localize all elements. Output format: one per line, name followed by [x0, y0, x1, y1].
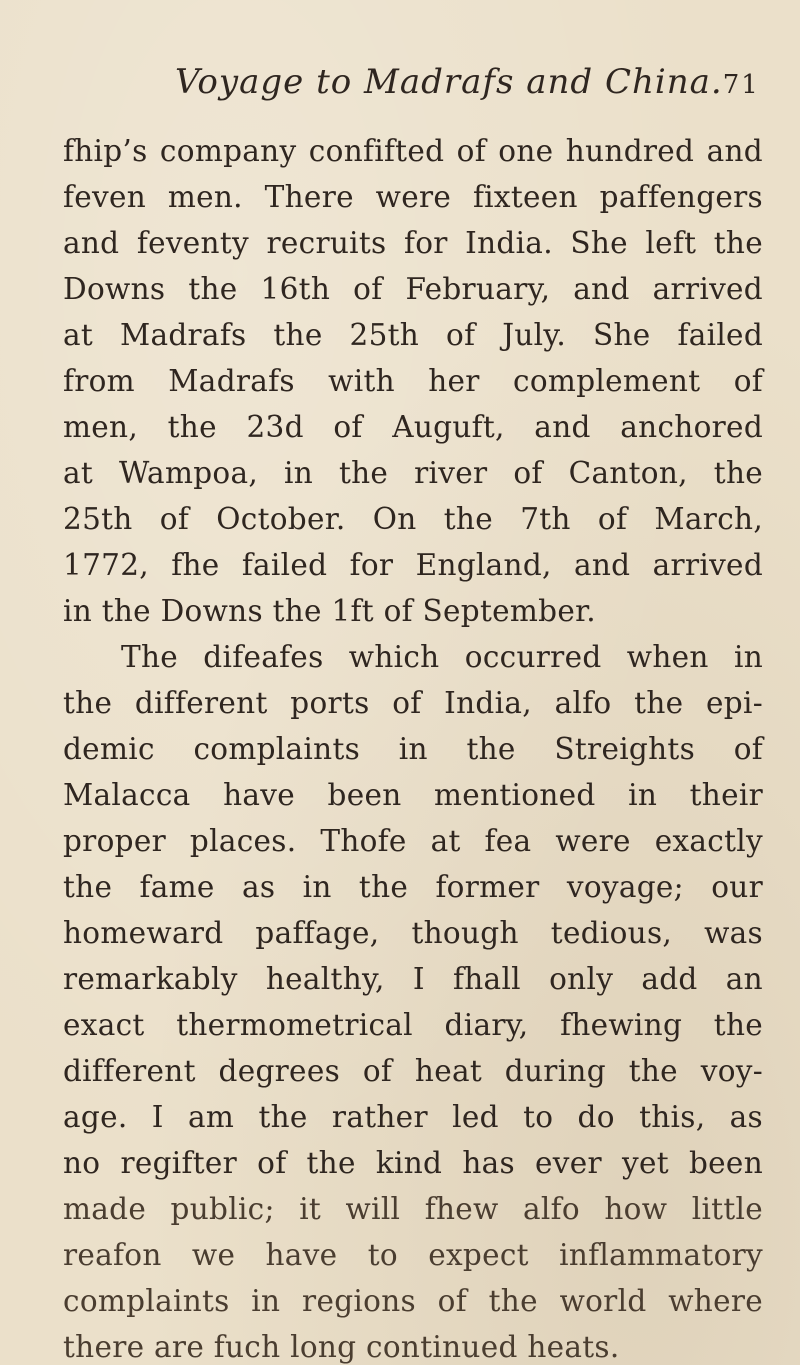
text-line: at Wampoa, in the river of Canton, the — [63, 456, 763, 490]
text-line: demic complaints in the Streights of — [63, 732, 763, 766]
text-line: complaints in regions of the world where — [63, 1284, 763, 1318]
text-line: different degrees of heat during the voy- — [63, 1054, 763, 1088]
paragraph-end-line: there are fuch long continued heats. — [63, 1330, 620, 1364]
text-line: and feventy recruits for India. She left the — [63, 226, 763, 260]
page-number: 71 — [722, 70, 760, 100]
paragraph-start-line: The difeafes which occurred when in — [121, 640, 763, 674]
text-line: exact thermometrical diary, fhewing the — [63, 1008, 763, 1042]
text-line: the different ports of India, alfo the epi- — [63, 686, 763, 720]
text-line: the fame as in the former voyage; our — [63, 870, 763, 904]
text-line: from Madrafs with her complement of — [63, 364, 763, 398]
running-head — [175, 62, 760, 112]
running-title: Voyage to Madrafs and China. — [175, 62, 723, 102]
text-line: fhip’s company confifted of one hundred and — [63, 134, 763, 168]
paragraph-end-line: in the Downs the 1ft of September. — [63, 594, 596, 628]
text-line: no regifter of the kind has ever yet been — [63, 1146, 763, 1180]
text-line: men, the 23d of Auguft, and anchored — [63, 410, 763, 444]
text-line: remarkably healthy, I fhall only add an — [63, 962, 763, 996]
text-line: homeward paffage, though tedious, was — [63, 916, 763, 950]
text-line: proper places. Thofe at fea were exactly — [63, 824, 763, 858]
body-text — [63, 128, 763, 1365]
text-line: 1772, fhe failed for England, and arrived — [63, 548, 763, 582]
text-line: Downs the 16th of February, and arrived — [63, 272, 763, 306]
text-line: reafon we have to expect inflammatory — [63, 1238, 763, 1272]
text-line: at Madrafs the 25th of July. She failed — [63, 318, 763, 352]
text-line: feven men. There were fixteen paffengers — [63, 180, 763, 214]
text-line: Malacca have been mentioned in their — [63, 778, 763, 812]
text-line: 25th of October. On the 7th of March, — [63, 502, 763, 536]
text-line: made public; it will fhew alfo how little — [63, 1192, 763, 1226]
text-line: age. I am the rather led to do this, as — [63, 1100, 763, 1134]
